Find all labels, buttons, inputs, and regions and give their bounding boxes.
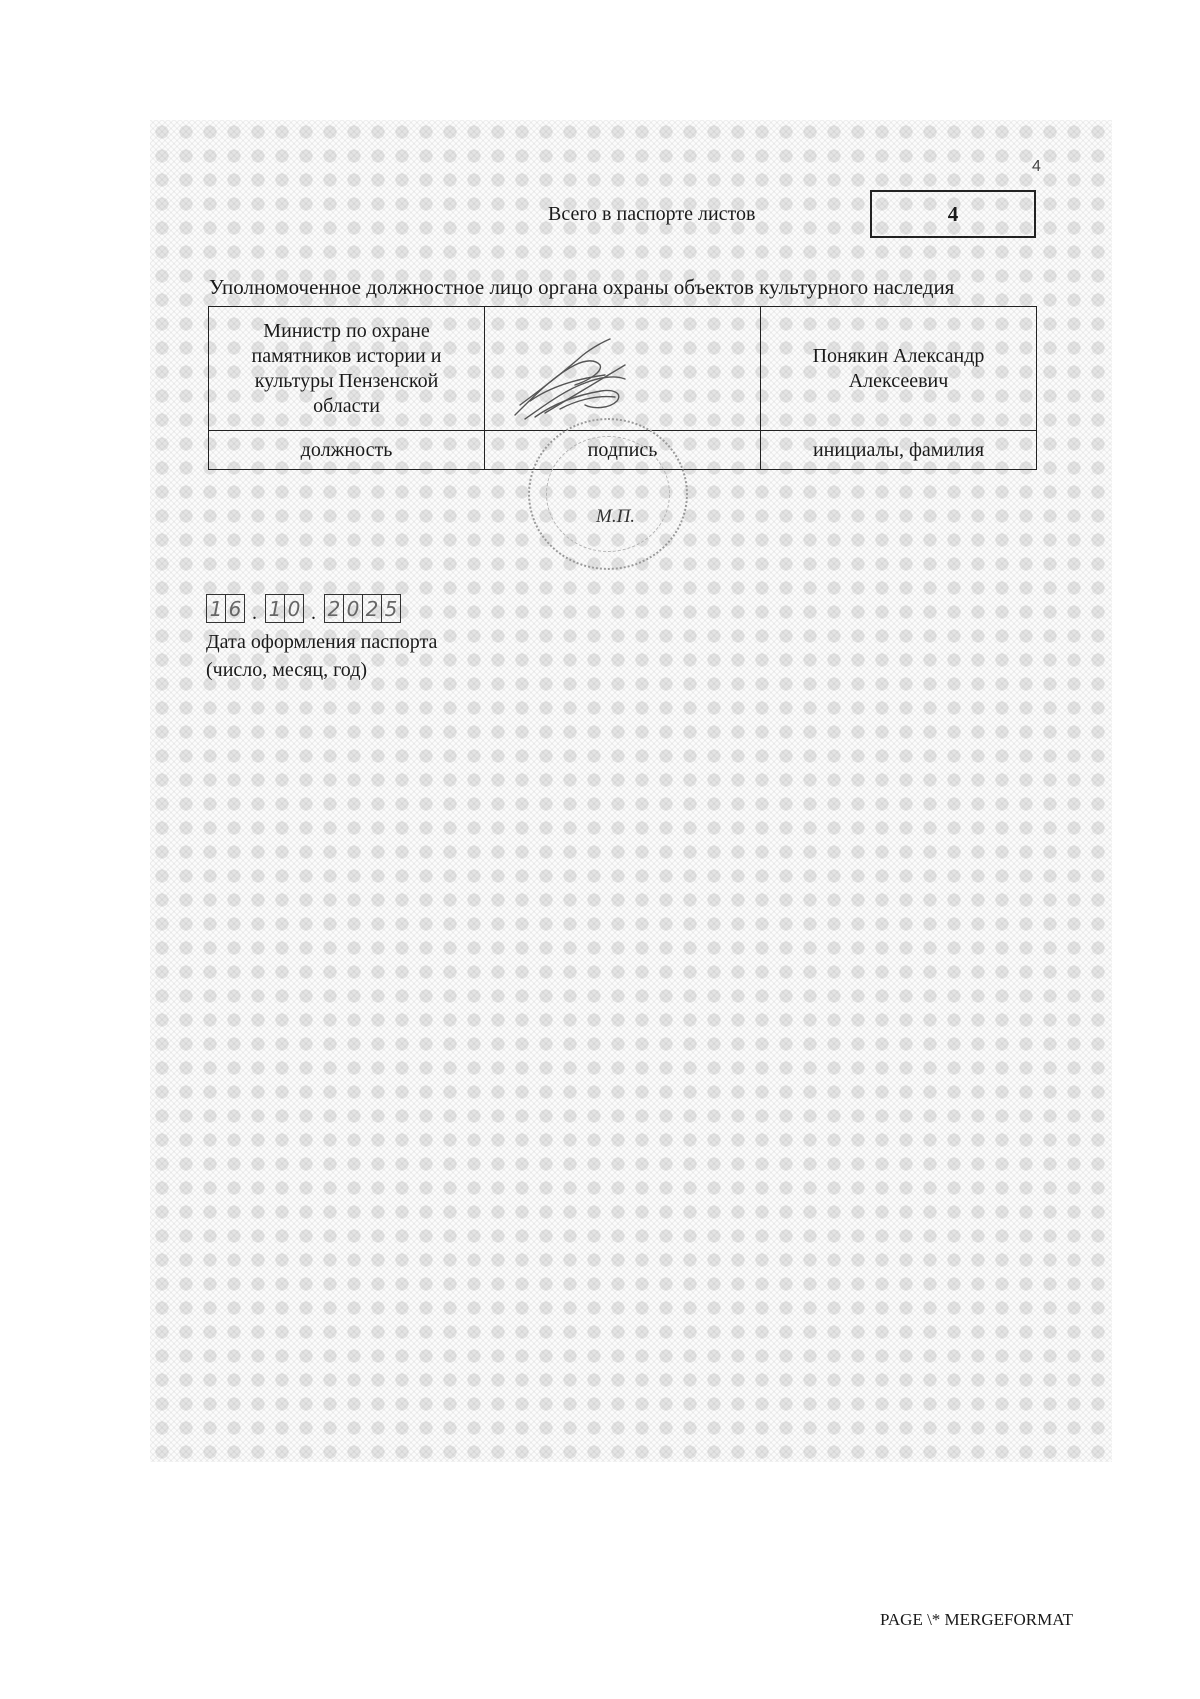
date-year	[324, 594, 400, 623]
official-name: Понякин Александр Алексеевич	[761, 307, 1037, 431]
date-day	[206, 594, 244, 623]
date-month-digit: 1	[265, 594, 285, 623]
official-stamp-inner-ring	[546, 436, 670, 552]
issue-date-boxes	[206, 594, 400, 623]
footer-page-field: PAGE \* MERGEFORMAT	[880, 1610, 1074, 1629]
sheets-count-box	[870, 190, 1036, 238]
date-day-digit: 1	[206, 594, 226, 623]
date-separator: .	[311, 602, 316, 624]
caption-signature: подпись	[485, 431, 761, 470]
signature-cell	[485, 307, 761, 431]
sheets-count-value: 4	[947, 201, 959, 226]
issue-date-caption	[206, 628, 437, 684]
date-day-digit: 6	[225, 594, 245, 623]
issue-date-caption-line1: Дата оформления паспорта	[206, 631, 438, 653]
stamp-place-label: М.П.	[596, 506, 636, 527]
date-year-digit: 0	[343, 594, 363, 623]
caption-name: инициалы, фамилия	[761, 431, 1037, 470]
date-year-digit: 2	[324, 594, 344, 623]
signature-table-values-row	[209, 307, 1037, 431]
official-position: Министр по охране памятников истории и культуры Пензенской области	[209, 307, 485, 431]
date-separator: .	[252, 602, 257, 624]
sheets-count-label: Всего в паспорте листов	[548, 203, 756, 225]
caption-position: должность	[209, 431, 485, 470]
date-year-digit: 5	[381, 594, 401, 623]
date-year-digit: 2	[362, 594, 382, 623]
handwritten-signature	[505, 335, 655, 425]
official-heading: Уполномоченное должностное лицо органа охраны объектов культурного наследия	[209, 275, 955, 299]
page-number: 4	[1032, 158, 1041, 175]
issue-date-caption-line2: (число, месяц, год)	[206, 659, 368, 681]
official-stamp	[528, 418, 688, 570]
date-month-digit: 0	[284, 594, 304, 623]
date-month	[265, 594, 303, 623]
